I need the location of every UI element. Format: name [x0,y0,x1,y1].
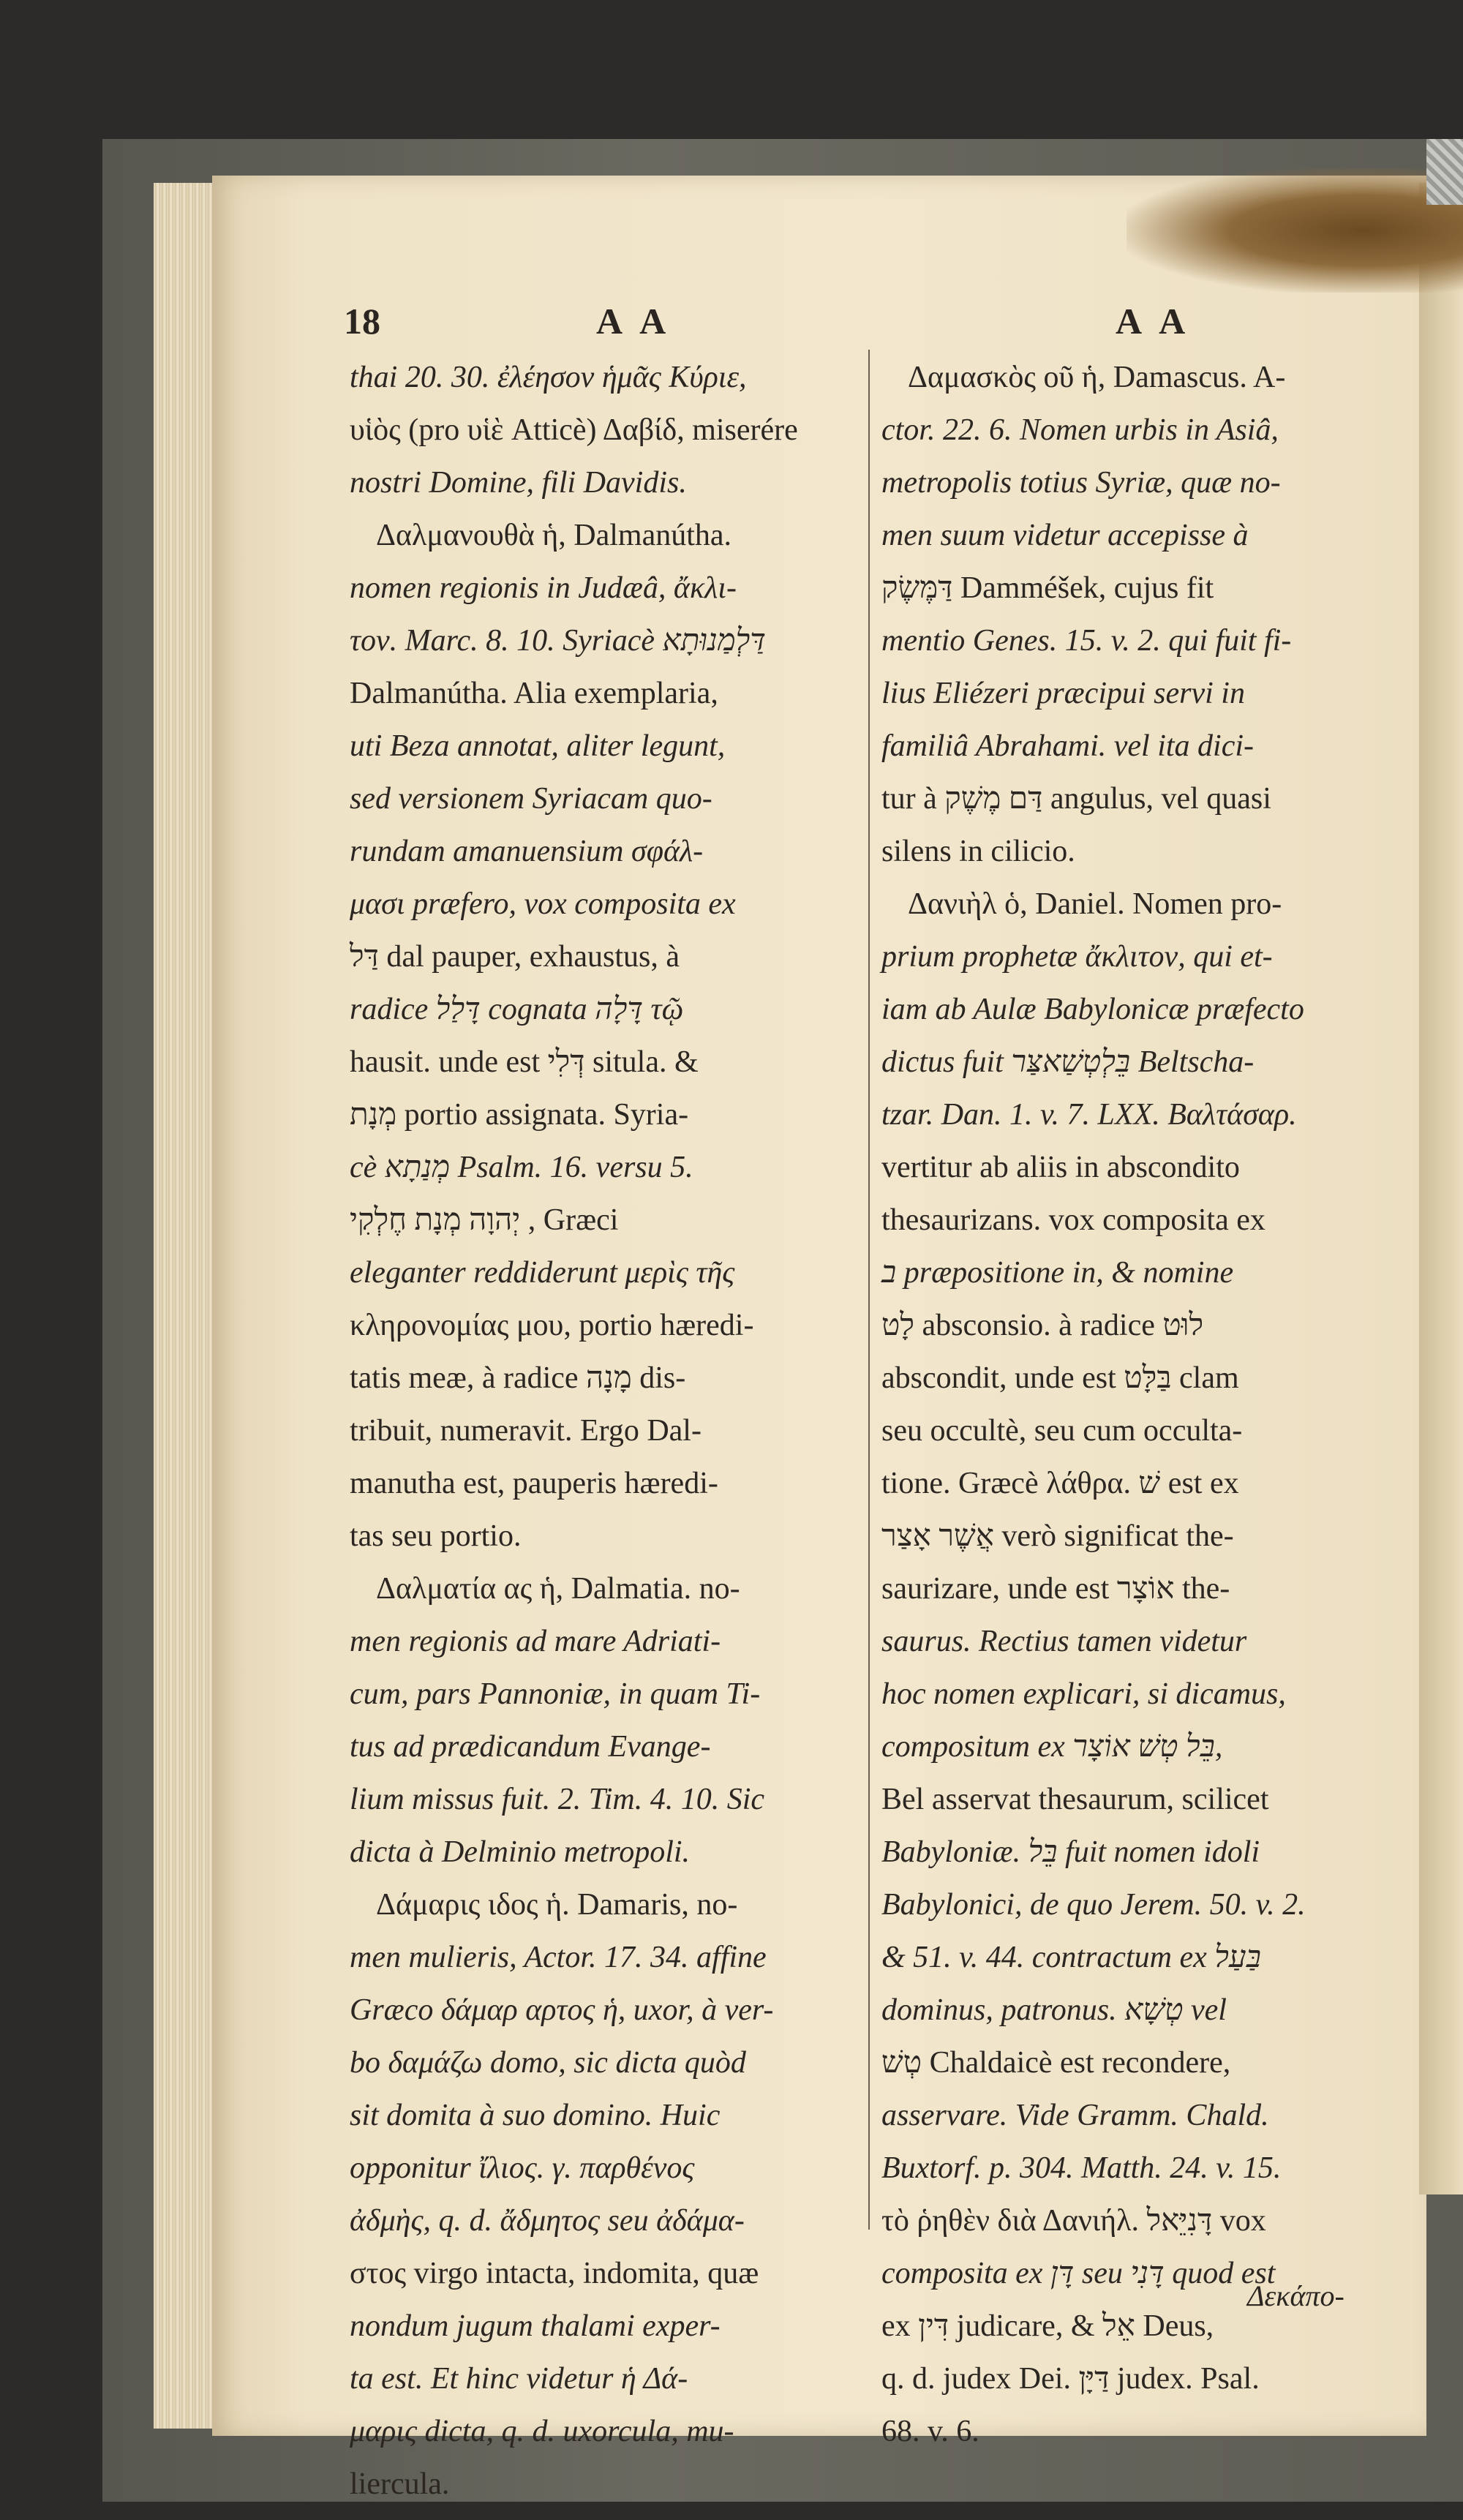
page-number: 18 [344,301,380,342]
page-block-edge [154,183,219,2429]
text-line: μαρις dicta, q. d. uxorcula, mu- [350,2415,734,2448]
text-line: bo δαμάζω domo, sic dicta quòd [350,2046,746,2080]
text-line: dominus, patronus. טְשָׁא vel [881,1993,1227,2027]
right-column [881,351,1386,2458]
text-line: nostri Domine, fili Davidis. [350,466,687,500]
text-line: לָט absconsio. à radice לוּט [881,1309,1204,1342]
text-line: eleganter reddiderunt μερὶς τῆς [350,1256,735,1290]
text-line: ἀδμὴς, q. d. ἄδμητος seu ἀδάμα- [350,2204,745,2238]
bookmark-ribbon [1426,139,1463,205]
damage-stain [1127,168,1463,293]
text-line: prium prophetæ ἄκλιτον, qui et- [881,940,1273,974]
text-line: nomen regionis in Judæâ, ἄκλι- [350,571,737,605]
text-line: 68. v. 6. [881,2415,979,2448]
text-line: Græco δάμαρ αρτος ἡ, uxor, à ver- [350,1993,774,2027]
text-line: Babylonici, de quo Jerem. 50. v. 2. [881,1888,1306,1922]
text-line: cum, pars Pannoniæ, in quam Ti- [350,1677,761,1711]
text-line: dicta à Delminio metropoli. [350,1835,691,1869]
text-line: rundam amanuensium σφάλ- [350,835,704,868]
text-line: טְשׁ Chaldaicè est recondere, [881,2046,1231,2080]
text-line: cè מְנַתָא Psalm. 16. versu 5. [350,1151,693,1184]
text-line: thai 20. 30. ἐλέησον ἡμᾶς Κύριε, [350,361,747,394]
text-line: uti Beza annotat, aliter legunt, [350,729,726,763]
entry-headword: Δάμαρις ιδος ἡ. Damaris, no- [376,1888,738,1922]
text-line: ta est. Et hinc videtur ἡ Δά- [350,2362,688,2396]
text-line: hausit. unde est דְּלִי situla. & [350,1045,699,1079]
text-line: seu occultè, seu cum occulta- [881,1414,1243,1448]
text-line: silens in cilicio. [881,835,1075,868]
text-line: q. d. judex Dei. דַּיָּן judex. Psal. [881,2362,1260,2396]
text-line: μασι præfero, vox composita ex [350,887,736,921]
text-line: men mulieris, Actor. 17. 34. affine [350,1941,767,1974]
catchword: Δεκάπο- [1247,2279,1344,2312]
text-line: Babyloniæ. בֵּל fuit nomen idoli [881,1835,1260,1869]
text-line: στος virgo intacta, indomita, quæ [350,2257,759,2290]
text-line: יְהוָה מְנָת חֶלְקִי , Græci [350,1203,619,1237]
text-line: Buxtorf. p. 304. Matth. 24. v. 15. [881,2151,1282,2185]
text-line: familiâ Abrahami. vel ita dici- [881,729,1255,763]
text-line: nondum jugum thalami exper- [350,2309,721,2343]
text-line: radice דָּלַל cognata דָּלָה τῷ [350,993,684,1026]
text-line: liercula. [350,2467,450,2501]
text-line: sit domita à suo domino. Huic [350,2099,721,2132]
text-line: lius Eliézeri præcipui servi in [881,677,1245,710]
text-line: asservare. Vide Gramm. Chald. [881,2099,1269,2132]
text-line: τὸ ῥηθὲν διὰ Δανιήλ. דָּנִיֵּאל vox [881,2204,1266,2238]
text-line: men regionis ad mare Adriati- [350,1625,721,1658]
text-line: tus ad prædicandum Evange- [350,1730,711,1764]
text-line: tione. Græcè λάθρα. שׁ est ex [881,1467,1239,1500]
text-line: saurus. Rectius tamen videtur [881,1625,1247,1658]
text-line: κληρονομίας μου, portio hæredi- [350,1309,754,1342]
entry-headword: Δαλματία ας ἡ, Dalmatia. no- [376,1572,740,1606]
text-line: tas seu portio. [350,1519,522,1553]
text-line: מְנָת portio assignata. Syria- [350,1098,689,1132]
text-line: abscondit, unde est בַּלָּט clam [881,1361,1239,1395]
text-line: manutha est, pauperis hæredi- [350,1467,718,1500]
text-line: men suum videtur accepisse à [881,519,1249,552]
left-column [350,351,856,2510]
text-line: sed versionem Syriacam quo- [350,782,712,816]
text-line: τον. Marc. 8. 10. Syriacè דַּלְמַנוּתָא [350,624,766,658]
text-line: dictus fuit בֵּלְטְשַׁאצַּר Beltscha- [881,1045,1255,1079]
text-line: דַּמֶּשֶׂק Damméšek, cujus fit [881,571,1214,605]
facing-page-edge [1419,183,1463,2194]
entry-headword: Δανιὴλ ὁ, Daniel. Nomen pro- [908,887,1282,921]
text-line: compositum ex בֵּל טְשׁ אוֹצָר, [881,1730,1223,1764]
entry-headword: Δαμασκὸς οῦ ἡ, Damascus. A- [908,361,1286,394]
text-line: hoc nomen explicari, si dicamus, [881,1677,1286,1711]
text-line: iam ab Aulæ Babylonicæ præfecto [881,993,1304,1026]
text-line: vertitur ab aliis in abscondito [881,1151,1240,1184]
text-line: ב præpositione in, & nomine [881,1256,1234,1290]
text-line: tribuit, numeravit. Ergo Dal- [350,1414,702,1448]
text-line: lium missus fuit. 2. Tim. 4. 10. Sic [350,1783,765,1816]
text-line: mentio Genes. 15. v. 2. qui fuit fi- [881,624,1292,658]
column-rule [868,350,870,2230]
text-line: metropolis totius Syriæ, quæ no- [881,466,1281,500]
text-line: tzar. Dan. 1. v. 7. LXX. Βαλτάσαρ. [881,1098,1297,1132]
text-line: & 51. v. 44. contractum ex בַּעַל [881,1941,1261,1974]
entry-headword: Δαλμανουθὰ ἡ, Dalmanútha. [376,519,732,552]
text-line: Bel asservat thesaurum, scilicet [881,1783,1269,1816]
text-line: Dalmanútha. Alia exemplaria, [350,677,718,710]
text-line: אֲשֶׁר אָצַר verò significat the- [881,1519,1234,1553]
running-head-left: A A [596,301,672,342]
text-line: ctor. 22. 6. Nomen urbis in Asiâ, [881,413,1279,447]
running-head-right: A A [1116,301,1192,342]
text-line: opponitur ἴλιος. γ. παρθένος [350,2151,695,2185]
text-line: tatis meæ, à radice מָנָה dis- [350,1361,686,1395]
text-line: composita ex דָּן seu דָּנִי quod est [881,2257,1276,2290]
text-line: υἱὸς (pro υἱὲ Atticè) Δαβίδ, miserére [350,413,798,447]
text-line: tur à דַּם מֶשֶׁק angulus, vel quasi [881,782,1271,816]
text-line: דַּל dal pauper, exhaustus, à [350,940,680,974]
text-line: ex דִּין judicare, & אֵל Deus, [881,2309,1214,2343]
text-line: thesaurizans. vox composita ex [881,1203,1265,1237]
text-line: saurizare, unde est אוֹצָר the- [881,1572,1230,1606]
